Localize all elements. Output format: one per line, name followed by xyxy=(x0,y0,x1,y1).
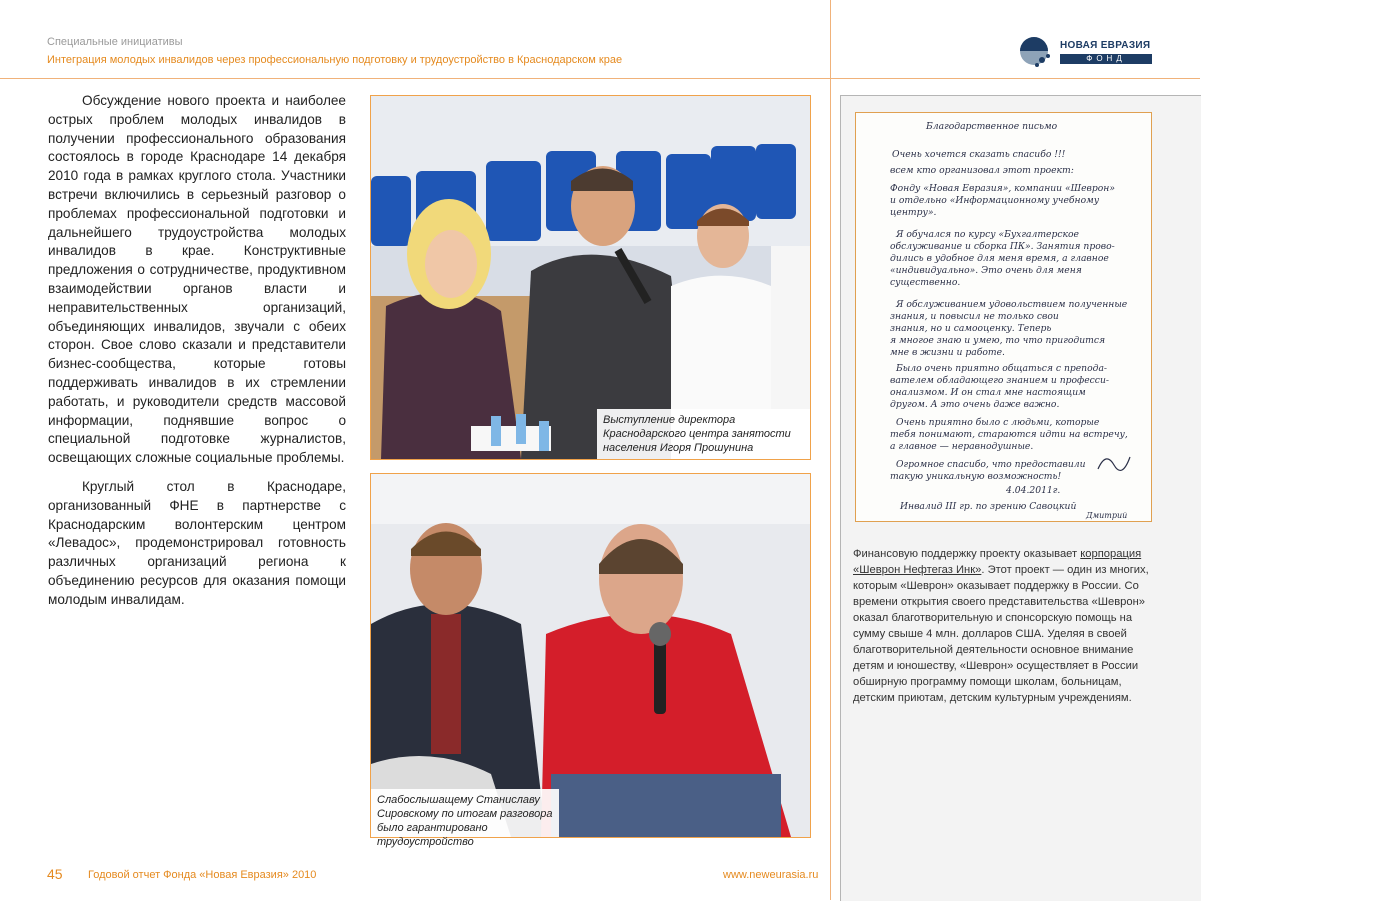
letter-line: дились в удобное для меня время, а главное xyxy=(890,253,1109,264)
page-number: 45 xyxy=(47,866,63,882)
sponsor-note xyxy=(853,546,1153,706)
photo-caption: Выступление директора Краснодарского центра занятости населения Игоря Прошунина xyxy=(597,409,810,459)
sponsor-link[interactable]: корпорация «Шеврон Нефтегаз Инк» xyxy=(853,548,1142,576)
sponsor-text: . Этот проект — один из многих, которым «Шеврон» оказывает поддержку в России. Со времени открытия своего представительства «Шеврон» оказал благотворительную и спонсорскую помощь на сумму свыше 4 млн. долларов США. Уделяя в своей благотворительной деятельности основное внимание детям и юношеству, «Шеврон» осуществляет в России обширную программу помощи школам, больницам, детским приютам, детским культурным учреждениям. xyxy=(853,564,1149,704)
globe-icon xyxy=(1018,36,1054,70)
header-divider xyxy=(0,78,1200,79)
sponsor-text: Финансовую поддержку проекту оказывает xyxy=(853,548,1081,560)
photo-caption: Слабослышащему Станиславу Сировскому по итогам разговора было гарантировано трудоустройство xyxy=(371,789,559,837)
letter-line: другом. А это очень даже важно. xyxy=(890,399,1060,410)
letter-line: Я обслуживанием удовольствием полученные xyxy=(896,299,1128,310)
letter-line: мне в жизни и работе. xyxy=(890,347,1005,358)
letter-line: центру». xyxy=(890,207,937,218)
paragraph: Круглый стол в Краснодаре, организованный ФНЕ в партнерстве с Краснодарским волонтерским центром «Левадос», продемонстрировал готовность различных организаций региона к объединению ресурсов для оказания помощи молодым инвалидам. xyxy=(48,478,346,607)
letter-line: существенно. xyxy=(890,277,961,288)
letter-line: я многое знаю и умею, то что пригодится xyxy=(890,335,1106,346)
page-divider xyxy=(830,0,831,900)
letter-line: знания, и повысил не только свои xyxy=(890,311,1059,322)
letter-signature: Инвалид III гр. по зрению Савоцкий xyxy=(900,501,1077,512)
photo-round-table xyxy=(370,95,811,460)
letter-line: знания, но и самооценку. Теперь xyxy=(890,323,1052,334)
logo-subname: ФОНД xyxy=(1086,54,1126,63)
paragraph: Обсуждение нового проекта и наиболее острых проблем молодых инвалидов в получении профессионального образования состоялось в городе Краснодаре 14 декабря 2010 года в рамках круглого стола. Участники встречи включились в серьезный разговор о проблемах профессиональной подготовки и дальнейшего трудоустройства молодых инвалидов в крае. Конструктивные предложения о сотрудничестве, продуктивном взаимодействии органов власти и неправительственных организаций, объединяющих инвалидов, звучали с обеих сторон. Свое слово сказали и представители бизнес-сообщества, которые готовы поддерживать инвалидов в их стремлении работать, и руководители средств массовой информации, поднявшие вопрос о специальной подготовке журналистов, освещающих сложные социальные проблемы. xyxy=(48,93,346,466)
letter-line: и отдельно «Информационному учебному xyxy=(890,195,1100,206)
handwritten-letter xyxy=(855,112,1152,522)
logo-bar xyxy=(1060,54,1152,64)
letter-line: всем кто организовал этот проект: xyxy=(890,165,1074,176)
letter-line: «индивидуально». Это очень для меня xyxy=(890,265,1082,276)
signature-mark xyxy=(1096,449,1136,477)
fund-logo[interactable] xyxy=(1018,36,1158,70)
letter-line: Очень хочется сказать спасибо !!! xyxy=(892,149,1066,160)
letter-line: вателем обладающего знанием и професси- xyxy=(890,375,1109,386)
letter-signature-name: Дмитрий xyxy=(1086,511,1128,520)
photo-young-man-speaking xyxy=(370,473,811,848)
section-title: Специальные инициативы xyxy=(47,36,183,48)
letter-line: Было очень приятно общаться с препода- xyxy=(896,363,1108,374)
logo-name: НОВАЯ ЕВРАЗИЯ xyxy=(1060,40,1151,51)
letter-line: такую уникальную возможность! xyxy=(890,471,1062,482)
letter-line: Очень приятно было с людьми, которые xyxy=(896,417,1100,428)
letter-line: Фонду «Новая Евразия», компании «Шеврон» xyxy=(890,183,1115,194)
article-text xyxy=(48,92,346,620)
letter-line: Благодарственное письмо xyxy=(926,121,1058,132)
letter-line: Огромное спасибо, что предоставили xyxy=(896,459,1086,470)
letter-line: тебя понимают, стараются идти на встречу, xyxy=(890,429,1128,440)
page-title: Интеграция молодых инвалидов через профессиональную подготовку и трудоустройство в Краснодарском крае xyxy=(47,54,623,66)
letter-line: а главное — неравнодушные. xyxy=(890,441,1034,452)
letter-line: Я обучался по курсу «Бухгалтерское xyxy=(896,229,1079,240)
letter-line: онализмом. И он стал мне настоящим xyxy=(890,387,1086,398)
letter-line: обслуживание и сборка ПК». Занятия прово- xyxy=(890,241,1115,252)
footer-url[interactable]: www.neweurasia.ru xyxy=(723,869,819,881)
footer-report-title: Годовой отчет Фонда «Новая Евразия» 2010 xyxy=(88,869,317,881)
letter-date: 4.04.2011г. xyxy=(1006,485,1061,496)
